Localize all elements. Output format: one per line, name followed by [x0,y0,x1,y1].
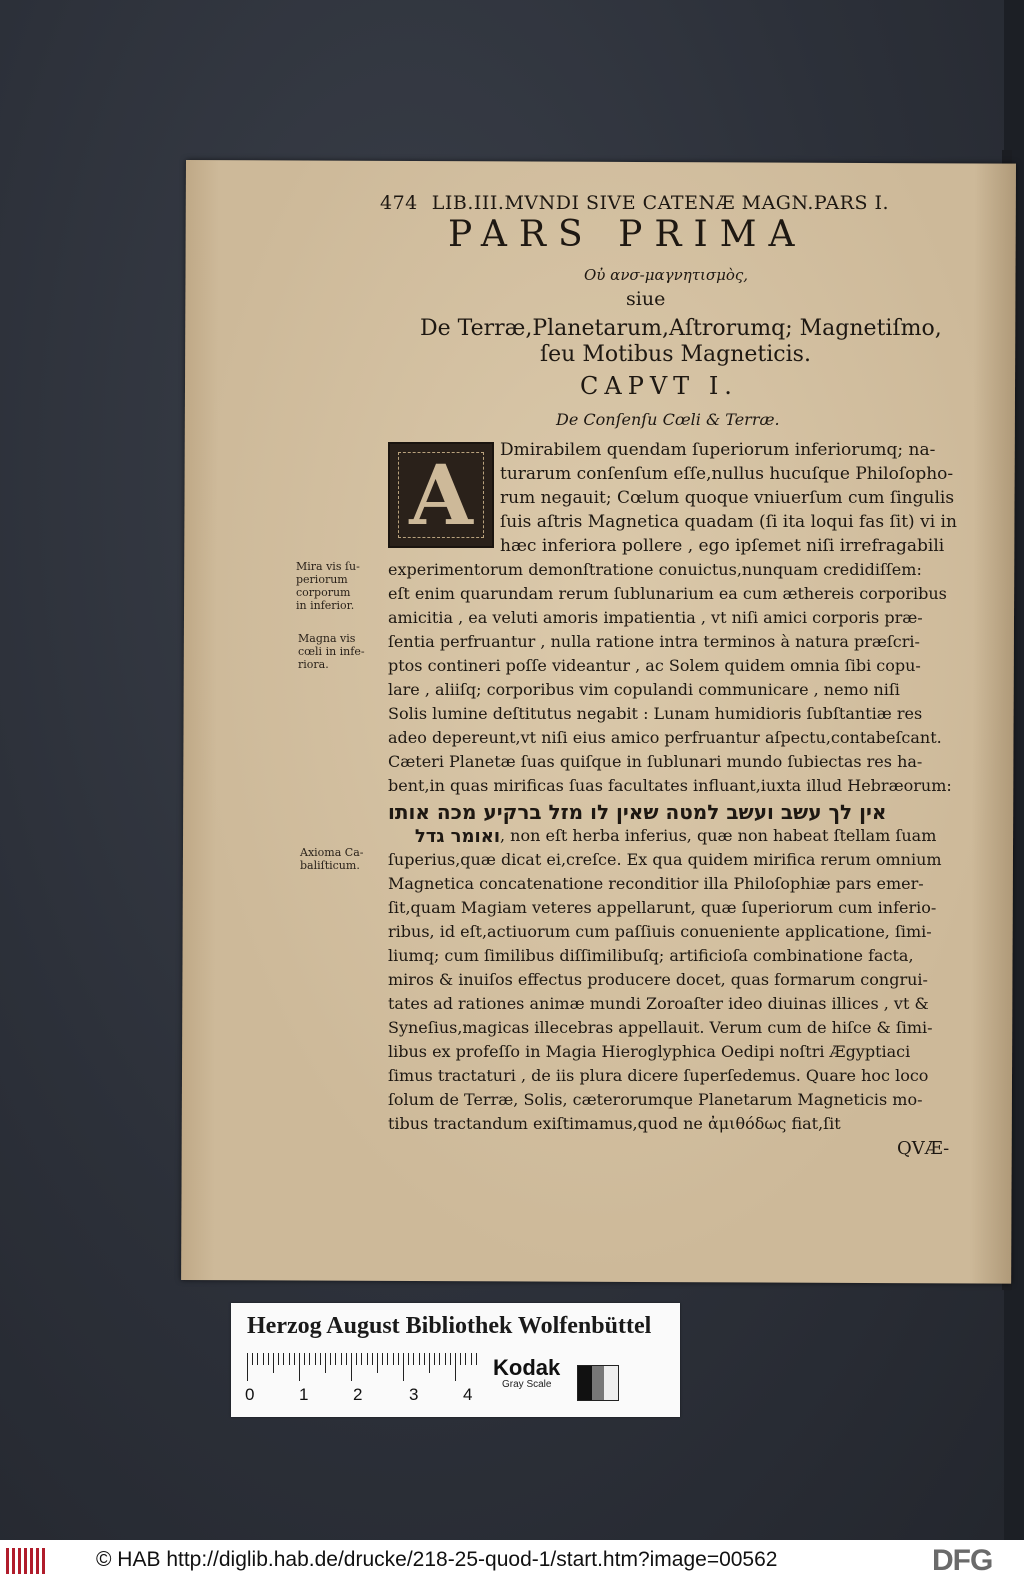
hebrew-line-2: ואומר גדל [414,826,500,847]
running-header [380,192,889,214]
ruler-tick [273,1353,274,1373]
ruler-number: 1 [299,1385,309,1404]
ruler-tick [465,1353,466,1365]
running-title: LIB.III.MVNDI SIVE CATENÆ MAGN.PARS I. [431,192,890,214]
body-line: liumq; cum ſimilibus diſſimilibuſq; artificioſa combinatione facta, [388,946,914,965]
body-line: ſit,quam Magiam veteres appellarunt, quæ ſuperiorum cum inferio- [388,898,937,917]
ruler-tick [351,1353,352,1381]
body-line: Dmirabilem quendam ſuperiorum inferiorumq; na- [500,440,936,460]
ruler-tick [330,1353,331,1365]
siue-word: siue [626,288,666,310]
page-number: 474 [380,192,418,214]
body-line: tates ad rationes animæ mundi Zoroaſter ideo diuinas illices , vt & [388,994,929,1013]
body-line: hæc inferiora pollere , ego ipſemet niſi irrefragabili [500,536,945,556]
greek-title: Οὐ ανσ-μαγνητισμὸς, [584,266,749,284]
body-line: ſentia perfruantur , nulla ratione intra terminos à natura præſcri- [388,632,920,651]
initial-letter: A [409,448,473,544]
ruler-tick [315,1353,316,1365]
footer-copyright-url: © HAB http://diglib.hab.de/drucke/218-25-quod-1/start.htm?image=00562 [96,1548,778,1571]
scale-ruler [247,1353,473,1381]
ruler-tick [476,1353,477,1365]
body-line: turarum conſenſum eſſe,nullus hucuſque Philoſopho- [500,464,954,484]
chapter-title: CAPVT I. [580,372,738,400]
ruler-tick [398,1353,399,1365]
body-line: amicitia , ea veluti amoris impatientia , vt niſi amici corporis præ- [388,608,923,627]
body-line: ſuperius,quæ dicat ei,creſce. Ex qua quidem mirifica rerum omnium [388,850,942,869]
ruler-tick [445,1353,446,1365]
body-line: bent,in quas mirificas ſuas facultates influant,iuxta illud Hebræorum: [388,776,952,795]
ruler-tick [367,1353,368,1365]
body-line: lare , aliiſq; corporibus vim copulandi communicare , nemo niſi [388,680,900,699]
body-line: eſt enim quarundam rerum ſublunarium ea cum æthereis corporibus [388,584,947,603]
body-line: Magnetica concatenatione reconditior illa Philoſophiæ pars emer- [388,874,924,893]
ruler-tick [419,1353,420,1365]
footer-bar [0,1540,1024,1582]
subtitle-line-1: De Terræ,Planetarum,Aſtrorumq; Magnetiſmo, [420,316,942,341]
gray-scale-text: Gray Scale [502,1379,552,1390]
ruler-tick [299,1353,300,1381]
ruler-tick [434,1353,435,1365]
body-line: libus ex profeſſo in Magia Hieroglyphica Oedipi noſtri Ægyptiaci [388,1042,911,1061]
ruler-tick [393,1353,394,1365]
ruler-tick [268,1353,269,1365]
ruler-tick [450,1353,451,1365]
body-line: ſuis aſtris Magnetica quadam (ſi ita loqui fas ſit) vi in [500,512,957,532]
ruler-tick [346,1353,347,1365]
body-line: rum negauit; Cœlum quoque vniuerſum cum ſingulis [500,488,955,508]
ruler-tick [403,1353,404,1381]
ruler-tick [294,1353,295,1365]
ruler-tick [471,1353,472,1365]
chapter-subtitle: De Conſenſu Cœli & Terræ. [556,410,780,429]
ruler-tick [341,1353,342,1365]
margin-note: Magna vis cœli in infe- riora. [298,632,365,671]
decorated-initial [388,442,494,548]
ruler-tick [377,1353,378,1373]
ruler-tick [455,1353,456,1381]
ruler-tick [263,1353,264,1365]
library-scale-label [231,1303,680,1417]
ruler-tick [252,1353,253,1365]
ruler-number: 4 [463,1385,473,1404]
body-line: adeo depereunt,vt niſi eius amico perfruantur aſpectu,contabeſcant. [388,728,942,747]
ruler-tick [335,1353,336,1365]
ruler-tick [304,1353,305,1365]
ruler-tick [325,1353,326,1373]
ruler-tick [278,1353,279,1365]
ruler-tick [429,1353,430,1373]
ruler-tick [387,1353,388,1365]
body-line: experimentorum demonſtratione conuictus,nunquam credidiſſem: [388,560,922,579]
gray-scale-swatch [577,1365,619,1401]
body-line: Cæteri Planetæ ſuas quiſque in ſublunari mundo ſubiectas res ha- [388,752,923,771]
body-line: tibus tractandum exiſtimamus,quod ne ἀμιθόδως fiat,ſit [388,1114,841,1133]
body-line: Solis lumine deſtitutus negabit : Lunam humidioris ſubſtantiæ res [388,704,923,723]
ruler-number: 0 [245,1385,255,1404]
body-line: miros & inuiſos effectus producere docet, quas formarum congrui- [388,970,928,989]
hab-logo-icon [6,1548,46,1574]
catchword: QVÆ- [897,1138,950,1159]
ruler-tick [382,1353,383,1365]
body-line: , non eſt herba inferius, quæ non habeat ſtellam ſuam [500,826,937,845]
margin-note: Axioma Ca- baliſticum. [300,846,364,872]
part-title: PARS PRIMA [448,214,807,255]
ruler-tick [247,1353,248,1381]
body-line: Syneſius,magicas illecebras appellauit. Verum cum de hiſce & ſimi- [388,1018,933,1037]
ruler-tick [289,1353,290,1365]
body-line: ſolum de Terræ, Solis, cæterorumque Planetarum Magneticis mo- [388,1090,923,1109]
ruler-tick [424,1353,425,1365]
ruler-tick [372,1353,373,1365]
hebrew-line-1: אין לך עשב ועשב למטה שאין לו מזל ברקיע מכה אותו [388,800,887,824]
body-line: ſimus tractaturi , de iis plura dicere ſuperſedemus. Quare hoc loco [388,1066,929,1085]
ruler-tick [413,1353,414,1365]
ruler-tick [320,1353,321,1365]
subtitle-line-2: ſeu Motibus Magneticis. [540,342,811,367]
ruler-tick [361,1353,362,1365]
ruler-number: 3 [409,1385,419,1404]
ruler-tick [408,1353,409,1365]
ruler-tick [356,1353,357,1365]
body-line: ribus, id eſt,actiuorum cum paſſiuis conueniente applicatione, ſimi- [388,922,932,941]
kodak-logo: Kodak [493,1355,561,1380]
body-line: ptos contineri poſſe videantur , ac Solem quidem omnia ſibi copu- [388,656,921,675]
ruler-tick [439,1353,440,1365]
margin-note: Mira vis ſu- periorum corporum in inferior. [296,560,360,612]
ruler-tick [257,1353,258,1365]
ruler-tick [309,1353,310,1365]
ruler-tick [460,1353,461,1365]
ruler-tick [283,1353,284,1365]
dfg-logo: DFG [932,1544,993,1577]
ruler-number: 2 [353,1385,363,1404]
library-name: Herzog August Bibliothek Wolfenbüttel [247,1313,652,1339]
